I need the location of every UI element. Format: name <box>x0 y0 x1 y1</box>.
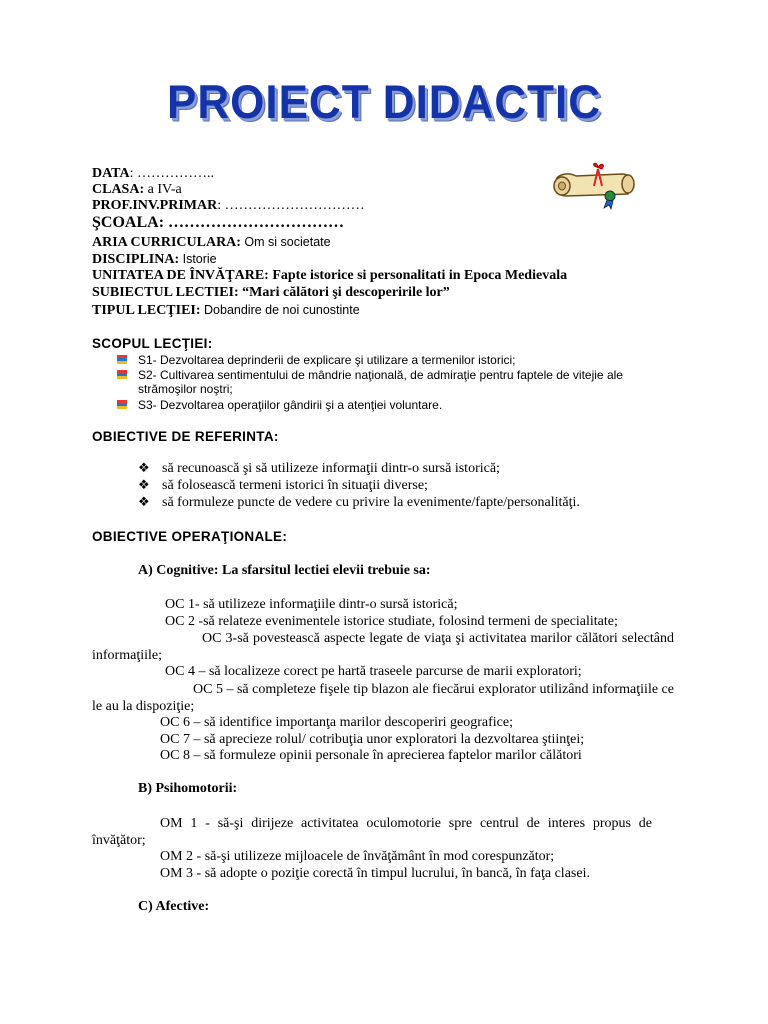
psihomotorii-heading: B) Psihomotorii: <box>138 781 238 796</box>
referinta-item: ❖ să recunoască şi să utilizeze informaţii dintr-o sursă istorică; <box>138 460 500 476</box>
operationale-heading: OBIECTIVE OPERAŢIONALE: <box>92 529 288 544</box>
book-bullet-icon <box>116 399 128 410</box>
subiectul-value: “Mari călători şi descoperirile lor” <box>238 285 450 300</box>
scopul-item: S1- Dezvoltarea deprinderii de explicare şi utilizare a termenilor istorici; <box>116 353 676 367</box>
om3-line: OM 3 - să adopte o poziţie corectă în timpul lucrului, în bancă, în faţa clasei. <box>160 866 590 881</box>
oc8-line: OC 8 – să formuleze opinii personale în aprecierea faptelor marilor călători <box>160 748 582 763</box>
unitatea-line <box>92 268 567 284</box>
unitatea-label: UNITATEA DE ÎNVĂŢARE: <box>92 268 269 283</box>
oc3-line: OC 3-să povestească aspecte legate de viaţa şi activitatea marilor călători selectând informaţiile; <box>92 631 674 663</box>
data-line <box>92 166 214 182</box>
disciplina-label: DISCIPLINA: <box>92 252 180 267</box>
prof-label: PROF.INV.PRIMAR <box>92 198 218 213</box>
subiectul-label: SUBIECTUL LECTIEI: <box>92 285 239 300</box>
clasa-label: CLASA: <box>92 182 145 197</box>
om2-line: OM 2 - să-şi utilizeze mijloacele de învăţământ în mod corespunzător; <box>160 849 555 864</box>
oc6-line: OC 6 – să identifice importanţa marilor descoperiri geografice; <box>160 715 513 730</box>
page-title: PROIECT DIDACTIC <box>167 76 601 129</box>
oc2-line: OC 2 -să relateze evenimentele istorice studiate, folosind termeni de specialitate; <box>165 614 618 629</box>
data-value: : …………….. <box>129 166 214 181</box>
data-label: DATA <box>92 166 130 181</box>
scopul-item: S2- Cultivarea sentimentului de mândrie naţională, de admiraţie pentru faptele de vitejie ale strămoşilor noştri; <box>116 368 676 396</box>
scoala-label: ŞCOALA <box>92 214 159 231</box>
afective-heading: C) Afective: <box>138 899 210 914</box>
oc5-line: OC 5 – să completeze fişele tip blazon ale fiecărui explorator utilizând informaţiile ce le au la dispoziţie; <box>92 682 674 714</box>
clasa-line <box>92 182 182 198</box>
aria-line <box>92 234 331 251</box>
diploma-scroll-icon <box>548 160 638 210</box>
disciplina-line <box>92 251 217 268</box>
book-bullet-icon <box>116 354 128 365</box>
oc4-line: OC 4 – să localizeze corect pe hartă traseele parcurse de marii exploratori; <box>165 664 582 679</box>
aria-value: Om si societate <box>240 235 331 249</box>
scoala-value: : …………………………… <box>158 214 345 231</box>
cognitive-heading: A) Cognitive: La sfarsitul lectiei elevii trebuie sa: <box>138 563 431 578</box>
unitatea-value: Fapte istorice si personalitati in Epoca Medievala <box>268 268 568 283</box>
tipul-label: TIPUL LECŢIEI: <box>92 303 201 318</box>
prof-value: : ………………………… <box>217 198 365 213</box>
tipul-value: Dobandire de noi cunostinte <box>200 303 360 317</box>
referinta-heading: OBIECTIVE DE REFERINTA: <box>92 429 279 444</box>
scopul-heading: SCOPUL LECŢIEI: <box>92 336 213 351</box>
om1-line: OM 1 - să-şi dirijeze activitatea oculomotorie spre centrul de interes propus de învăţător; <box>92 816 652 848</box>
tipul-line <box>92 302 360 319</box>
clasa-value: a IV-a <box>144 182 182 197</box>
prof-line <box>92 198 365 214</box>
diamond-bullet-icon: ❖ <box>138 494 150 509</box>
diamond-bullet-icon: ❖ <box>138 477 150 492</box>
subiectul-line <box>92 285 450 301</box>
aria-label: ARIA CURRICULARA: <box>92 235 241 250</box>
diamond-bullet-icon: ❖ <box>138 460 150 475</box>
oc1-line: OC 1- să utilizeze informaţiile dintr-o sursă istorică; <box>165 597 458 612</box>
scopul-item: S3- Dezvoltarea operaţiilor gândirii şi a atenţiei voluntare. <box>116 398 676 412</box>
oc7-line: OC 7 – să aprecieze rolul/ cotribuţia unor exploratori la dezvoltarea ştiinţei; <box>160 732 585 747</box>
scoala-line <box>92 214 344 232</box>
referinta-item: ❖ să formuleze puncte de vedere cu privire la evenimente/fapte/personalităţi. <box>138 494 580 510</box>
disciplina-value: Istorie <box>179 252 217 266</box>
book-bullet-icon <box>116 369 128 380</box>
referinta-item: ❖ să folosească termeni istorici în situaţii diverse; <box>138 477 428 493</box>
